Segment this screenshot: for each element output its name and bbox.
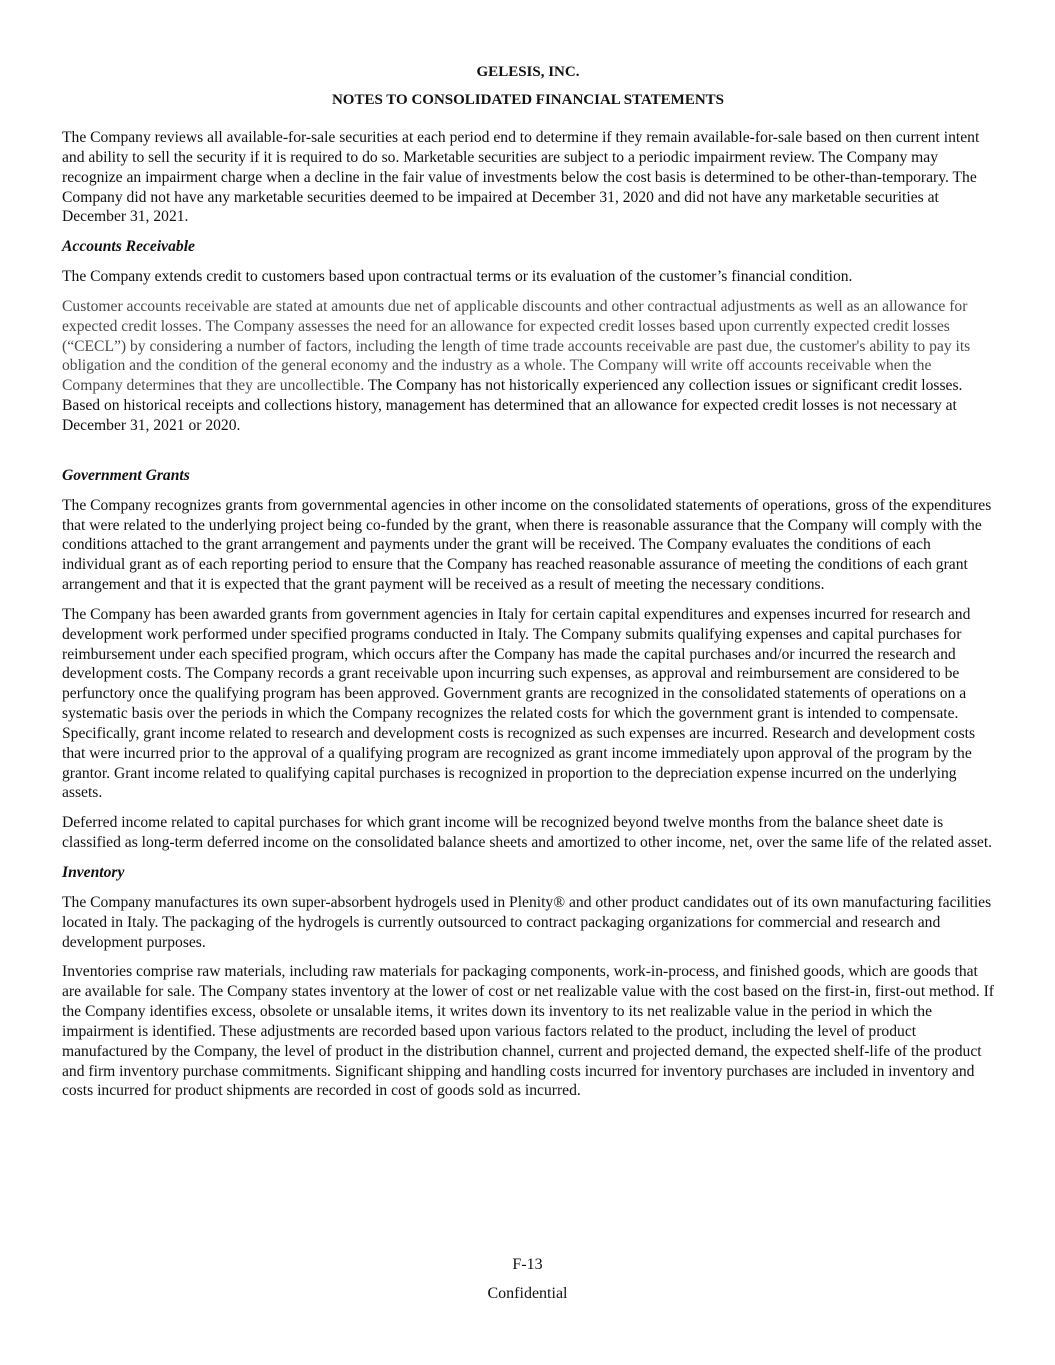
document-title: NOTES TO CONSOLIDATED FINANCIAL STATEMENTS bbox=[331, 92, 725, 108]
page-number: F-13 bbox=[512, 1256, 543, 1273]
allowance-paragraph-gray-text: Customer accounts receivable are stated at amounts due net of applicable discounts and other contractual adjustments as well as an allowance for expected credit losses. The Company assesses the need for an allowance for expected credit losses based upon currently expected credit losses (“CECL”) by considering a number of factors, including the length of time trade accounts receivable are past due, the customer's ability to pay its obligation and the condition of the general economy and the industry as a whole. The Company will write off accounts receivable when the Company determines that they are uncollectible. bbox=[62, 297, 971, 395]
inventory-heading: Inventory bbox=[62, 864, 125, 881]
accounts-receivable-heading: Accounts Receivable bbox=[62, 238, 195, 256]
manufacturing-paragraph: The Company manufactures its own super-absorbent hydrogels used in Plenity® and other product candidates out of its own manufacturing facilities located in Italy. The packaging of the hydrogels is currently outsourced to contract packaging organizations for commercial and research and development purposes. bbox=[62, 893, 992, 951]
company-name: GELESIS, INC. bbox=[476, 64, 580, 80]
inventory-valuation-paragraph: Inventories comprise raw materials, including raw materials for packaging components, work-in-process, and finished goods, which are goods that are available for sale. The Company states inventory at the lower of cost or net realizable value with the cost based on the first-in, first-out method. If the Company identifies excess, obsolete or unsalable items, it writes down its inventory to its net realizable value in the period in which the impairment is identified. These adjustments are recorded based upon various factors related to the product, including the level of product manufactured by the Company, the level of product in the distribution channel, current and projected demand, the expected shelf-life of the product and firm inventory purchase commitments. Significant shipping and handling costs incurred for inventory purchases are included in inventory and costs incurred for product shipments are recorded in cost of goods sold as incurred. bbox=[62, 963, 995, 1100]
government-grants-heading: Government Grants bbox=[62, 466, 190, 484]
confidential-label: Confidential bbox=[487, 1285, 568, 1302]
credit-terms-paragraph: The Company extends credit to customers based upon contractual terms or its evaluation of the customer’s financial condition. bbox=[62, 268, 853, 286]
allowance-paragraph bbox=[62, 297, 994, 436]
document-body bbox=[62, 128, 994, 1111]
section-spacer bbox=[62, 446, 994, 466]
grant-recognition-paragraph: The Company recognizes grants from governmental agencies in other income on the consolidated statements of operations, gross of the expenditures that were related to the underlying project being co-funded by the grant, when there is reasonable assurance that the Company will comply with the conditions attached to the grant arrangement and payments under the grant will be received. The Company evaluates the conditions of each individual grant as of each reporting period to ensure that the Company has reached reasonable assurance of meeting the conditions of each grant arrangement and that it is expected that the grant payment will be received as a result of meeting the necessary conditions. bbox=[62, 496, 992, 594]
securities-impairment-paragraph: The Company reviews all available-for-sale securities at each period end to determine if they remain available-for-sale based on then current intent and ability to sell the security if it is required to do so. Marketable securities are subject to a periodic impairment review. The Company may recognize an impairment charge when a decline in the fair value of investments below the cost basis is determined to be other-than-temporary. The Company did not have any marketable securities deemed to be impaired at December 31, 2020 and did not have any marketable securities at December 31, 2021. bbox=[62, 129, 980, 226]
italy-grants-paragraph: The Company has been awarded grants from government agencies in Italy for certain capital expenditures and expenses incurred for research and development work performed under specified programs conducted in Italy. The Company submits qualifying expenses and capital purchases for reimbursement under each specified program, which occurs after the Company has made the capital purchases and/or incurred the research and development costs. The Company records a grant receivable upon incurring such expenses, as approval and reimbursement are considered to be perfunctory once the qualifying program has been approved. Government grants are recognized in the consolidated statements of operations on a systematic basis over the periods in which the Company recognizes the related costs for which the government grant is intended to compensate. Specifically, grant income related to research and development costs is recognized as such expenses are incurred. Research and development costs that were incurred prior to the approval of a qualifying program are recognized as grant income immediately upon approval of the program by the grantor. Grant income related to qualifying capital purchases is recognized in proportion to the depreciation expense incurred on the underlying assets. bbox=[62, 605, 976, 802]
allowance-paragraph-text: The Company has not historically experienced any collection issues or significant credit losses. Based on historical receipts and collections history, management has determined that an allowance for expected credit losses is not necessary at December 31, 2021 or 2020. bbox=[62, 377, 963, 434]
deferred-income-paragraph: Deferred income related to capital purchases for which grant income will be recognized beyond twelve months from the balance sheet date is classified as long-term deferred income on the consolidated balance sheets and amortized to other income, net, over the same life of the related asset. bbox=[62, 814, 993, 852]
